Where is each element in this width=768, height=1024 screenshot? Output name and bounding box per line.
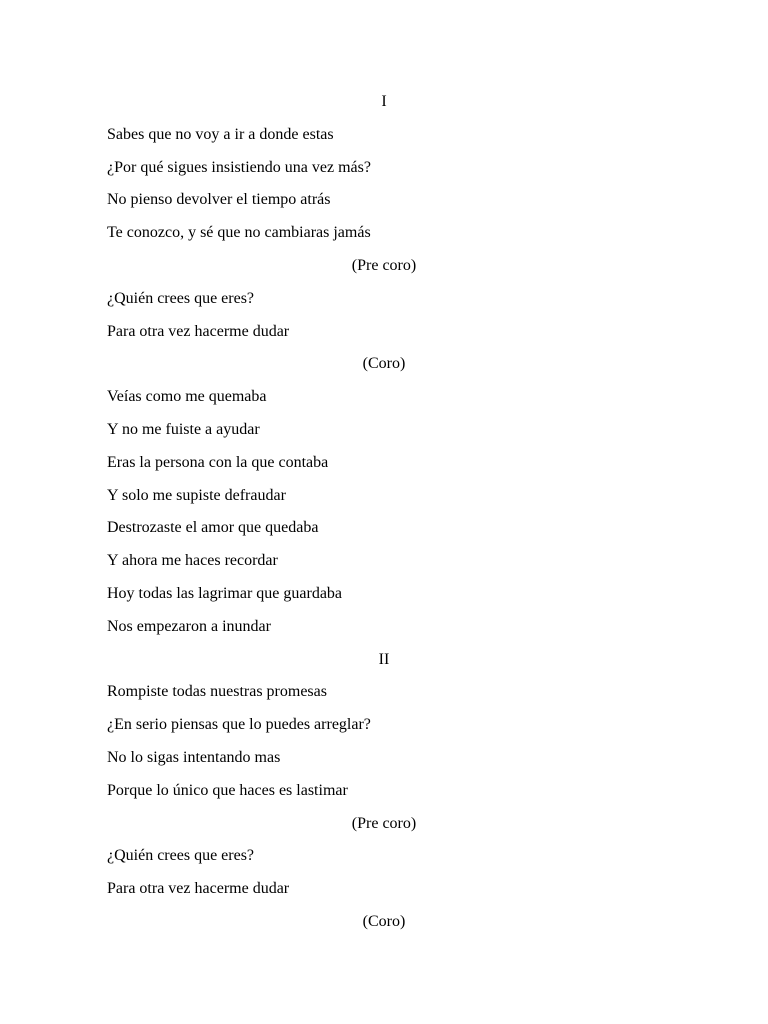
- lyric-line: Sabes que no voy a ir a donde estas: [107, 125, 334, 143]
- lyric-line: Te conozco, y sé que no cambiaras jamás: [107, 224, 371, 242]
- lyric-line: Para otra vez hacerme dudar: [107, 322, 290, 340]
- lyric-line: Hoy todas las lagrimar que guardaba: [107, 584, 343, 602]
- lyric-line: No pienso devolver el tiempo atrás: [107, 191, 331, 209]
- lyric-line: ¿Por qué sigues insistiendo una vez más?: [107, 158, 371, 176]
- lyric-line: No lo sigas intentando mas: [107, 748, 281, 766]
- lyric-line: Y no me fuiste a ayudar: [107, 420, 260, 438]
- lyric-line: Y ahora me haces recordar: [107, 552, 278, 570]
- section-heading: II: [378, 650, 390, 668]
- lyric-line: Para otra vez hacerme dudar: [107, 880, 290, 898]
- lyric-line: Nos empezaron a inundar: [107, 617, 271, 635]
- lyric-line: Eras la persona con la que contaba: [107, 453, 329, 471]
- lyric-line: Rompiste todas nuestras promesas: [107, 683, 327, 701]
- lyrics-body: [107, 86, 661, 939]
- lyric-line: ¿Quién crees que eres?: [107, 289, 255, 307]
- section-heading: (Coro): [362, 912, 406, 930]
- lyric-line: ¿Quién crees que eres?: [107, 847, 255, 865]
- section-heading: (Pre coro): [351, 256, 417, 274]
- section-heading: I: [381, 93, 387, 110]
- lyric-line: Y solo me supiste defraudar: [107, 486, 286, 504]
- lyric-line: ¿En serio piensas que lo puedes arreglar?: [107, 716, 371, 734]
- lyric-line: Veías como me quemaba: [107, 388, 267, 406]
- lyric-line: Porque lo único que haces es lastimar: [107, 781, 348, 799]
- lyric-line: Destrozaste el amor que quedaba: [107, 519, 319, 537]
- section-heading: (Coro): [362, 355, 406, 373]
- section-heading: (Pre coro): [351, 814, 417, 832]
